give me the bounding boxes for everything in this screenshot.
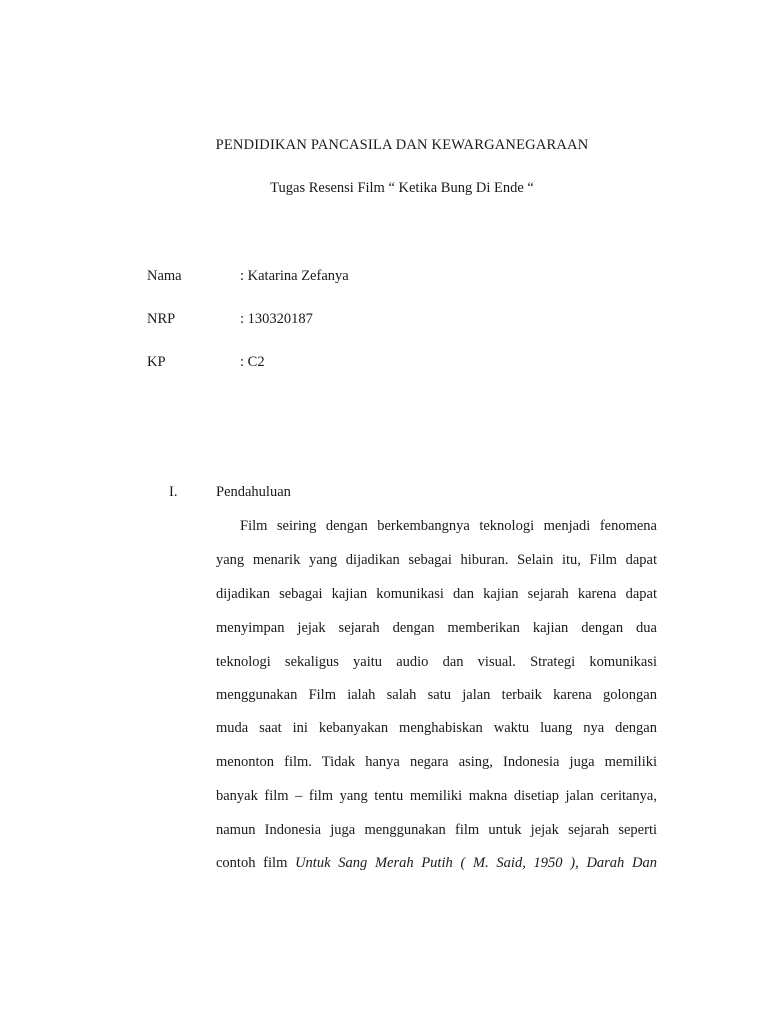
info-label: KP — [147, 354, 166, 370]
section-number: I. — [169, 484, 178, 500]
paragraph-line: yang menarik yang dijadikan sebagai hiburan. Selain itu, Film dapat — [216, 552, 657, 568]
paragraph-line-last — [216, 853, 657, 873]
paragraph-text: contoh film — [216, 855, 296, 871]
paragraph-line: dijadikan sebagai kajian komunikasi dan kajian sejarah karena dapat — [216, 586, 657, 602]
paragraph-line: menggunakan Film ialah salah satu jalan terbaik karena golongan — [216, 687, 657, 703]
paragraph-line: Film seiring dengan berkembangnya teknologi menjadi fenomena — [240, 518, 657, 534]
document-title: PENDIDIKAN PANCASILA DAN KEWARGANEGARAAN — [215, 137, 589, 153]
section-heading: Pendahuluan — [216, 484, 291, 500]
document-subtitle: Tugas Resensi Film “ Ketika Bung Di Ende “ — [270, 180, 534, 196]
info-value: : Katarina Zefanya — [240, 268, 349, 284]
paragraph-line: muda saat ini kebanyakan menghabiskan waktu luang nya dengan — [216, 720, 657, 736]
paragraph-line: teknologi sekaligus yaitu audio dan visual. Strategi komunikasi — [216, 654, 657, 670]
paragraph-line: banyak film – film yang tentu memiliki makna disetiap jalan ceritanya, — [216, 788, 657, 804]
paragraph-line: namun Indonesia juga menggunakan film untuk jejak sejarah seperti — [216, 822, 657, 838]
info-value: : 130320187 — [240, 311, 313, 327]
paragraph-line: menyimpan jejak sejarah dengan memberikan kajian dengan dua — [216, 620, 657, 636]
info-label: NRP — [147, 311, 176, 327]
paragraph-line: menonton film. Tidak hanya negara asing, Indonesia juga memiliki — [216, 754, 657, 770]
film-title-italic: Untuk Sang Merah Putih ( M. Said, 1950 ), Darah Dan — [295, 855, 657, 871]
info-value: : C2 — [240, 354, 265, 370]
info-label: Nama — [147, 268, 182, 284]
